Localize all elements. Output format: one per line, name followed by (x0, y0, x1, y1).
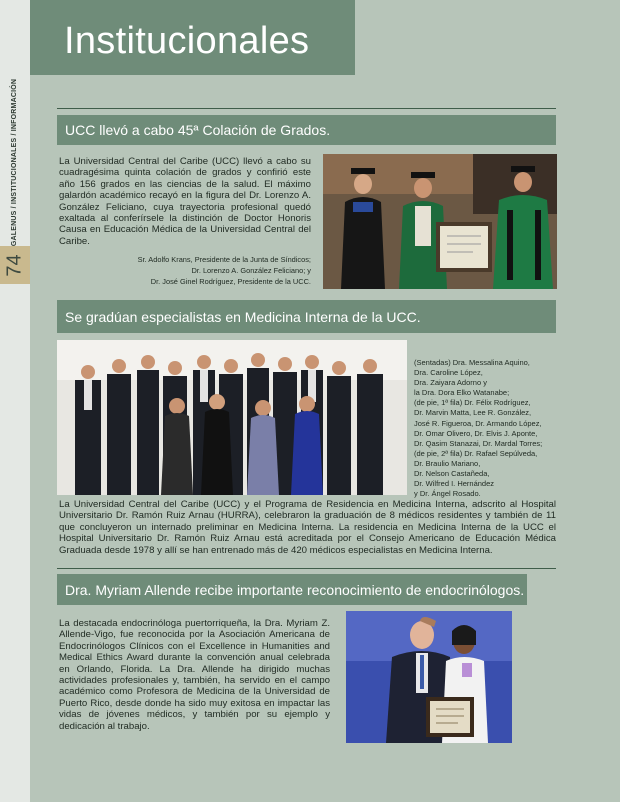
section2-caption-line: Dr. Wilfred I. Hernández (414, 479, 495, 489)
section1-caption-line: Dr. Lorenzo A. González Feliciano; y (191, 266, 311, 275)
section2-caption (414, 358, 556, 499)
page-title: Institucionales (64, 20, 310, 62)
breadcrumb (6, 78, 24, 246)
section1-heading: UCC llevó a cabo 45ª Colación de Grados. (65, 122, 331, 138)
section1-caption (59, 254, 311, 287)
section2-caption-line: Dra. Caroline López, (414, 368, 483, 378)
section2-body: La Universidad Central del Caribe (UCC) y el Programa de Residencia en Medicina Interna, adscrito al Hospital Universitario Dr. Ramón Ruiz Arnau (HURRA), celebraron la graduación de 8 médicos residentes y también de 11 que concluyeron un internado preliminar en Medicina Interna. La residencia en Medicina Interna de la UCC el Hospital Universitario Dr. Ramón Ruiz Arnau está acreditada por el Consejo Americano de Educación Médica Graduada desde 1978 y allí se han entrenado más de 420 médicos especialistas en Medicina Interna. (59, 499, 556, 556)
award-photo (346, 611, 512, 743)
internal-medicine-group-photo (57, 340, 407, 495)
section2-caption-line: y Dr. Ángel Rosado. (414, 489, 481, 499)
page-number (0, 246, 30, 284)
section1-body: La Universidad Central del Caribe (UCC) llevó a cabo su cuadragésima quinta colación de grados y confirió este año 156 grados en las ciencias de la salud. El máximo galardón académico recayó en la figura del Dr. Lorenzo A. González Feliciano, cuya trayectoria profesional quedó exaltada al conferírsele la distinción de Doctor Honoris Causa en Educación Médica de la Universidad Central del Caribe. (59, 156, 311, 247)
section1-rule (57, 108, 556, 109)
section2-caption-line: Dr. Braulio Mariano, (414, 458, 481, 468)
section2-caption-line: (de pie, 1ª fila) Dr. Félix Rodríguez, (414, 398, 531, 408)
section2-caption-line: la Dra. Dora Elko Watanabe; (414, 388, 510, 398)
section3-rule (57, 568, 556, 569)
section1-caption-line: Sr. Adolfo Krans, Presidente de la Junta de Síndicos; (137, 255, 311, 264)
section2-caption-line: José R. Figueroa, Dr. Armando López, (414, 418, 542, 428)
section1-caption-line: Dr. José Ginel Rodríguez, Presidente de la UCC. (150, 277, 311, 286)
section3-body: La destacada endocrinóloga puertorriqueña, la Dra. Myriam Z. Allende-Vigo, fue reconocida por la Asociación Americana de Endocrinólogos Clínicos con el Excellence in Humanities and Medical Ethics Award durante la convención anual celebrada en Orlando, Florida. La Dra. Allende ha dirigido muchas actividades profesionales y, también, ha servido en el campo académico como Profesora de Medicina de la Universidad de Puerto Rico, desde donde ha sido muy exitosa en impactar las vidas de jóvenes médicos, y también por su ejemplo y dedicación al trabajo. (59, 618, 330, 732)
section2-caption-line: (Sentadas) Dra. Messalina Aquino, (414, 358, 530, 367)
section2-caption-line: Dra. Zaiyara Adorno y (414, 378, 487, 388)
title-banner (30, 0, 355, 75)
section3-heading-bar (57, 574, 527, 605)
section2-caption-line: Dr. Omar Olivero, Dr. Elvis J. Aponte, (414, 428, 538, 438)
section2-heading-bar (57, 300, 556, 333)
section2-caption-line: (de pie, 2ª fila) Dr. Rafael Sepúlveda, (414, 448, 538, 458)
page-number-text: 74 (3, 253, 26, 277)
section2-caption-line: Dr. Marvin Matta, Lee R. González, (414, 408, 532, 418)
section2-caption-line: Dr. Nelson Castañeda, (414, 469, 490, 479)
section1-heading-bar (57, 115, 556, 145)
breadcrumb-text: GALENUS / INSTITUCIONALES / INFORMACIÓN (11, 78, 19, 246)
section2-caption-line: Dr. Qasim Stanazai, Dr. Mardal Torres; (414, 438, 543, 448)
section2-heading: Se gradúan especialistas en Medicina Interna de la UCC. (65, 308, 421, 325)
section3-heading: Dra. Myriam Allende recibe importante reconocimiento de endocrinólogos. (65, 581, 525, 598)
graduation-ceremony-photo (323, 154, 557, 289)
